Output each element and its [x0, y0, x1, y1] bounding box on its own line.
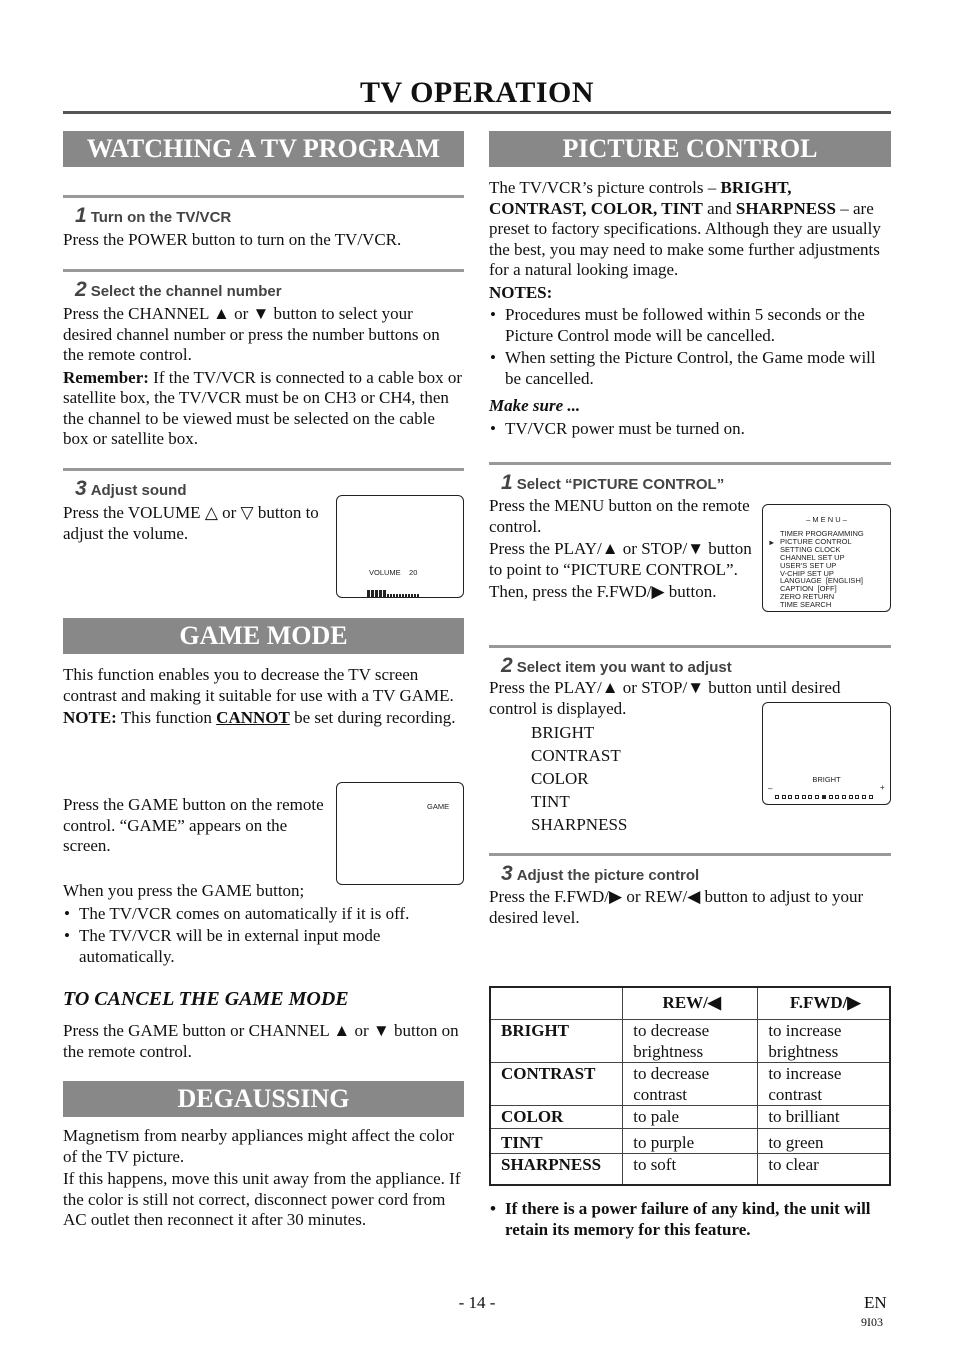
table-row: [490, 1128, 890, 1154]
table-cell: to green: [758, 1128, 890, 1154]
scale-tick: [849, 795, 853, 799]
section-heading-degauss: DEGAUSSING: [63, 1081, 464, 1117]
table-header: F.FWD/▶: [758, 987, 890, 1020]
table-cell: to increase brightness: [758, 1020, 890, 1063]
game-screen-label: GAME: [427, 802, 450, 811]
table-cell: CONTRAST: [490, 1063, 623, 1106]
page-number: - 14 -: [458, 1293, 496, 1312]
doc-code: 9I03: [861, 1315, 883, 1329]
control-list: [531, 721, 627, 836]
step-heading: [75, 278, 282, 302]
table-row: [490, 1154, 890, 1185]
menu-item: ZERO RETURN: [780, 592, 835, 602]
volume-segment-filled: [371, 590, 374, 598]
remember-text: If the TV/VCR is connected to a cable box or satellite box, the TV/VCR must be on CH3 or CH4, then the channel to be viewed must be selected on the cable box or satellite box.: [63, 367, 463, 448]
control-item: CONTRAST: [531, 746, 621, 765]
table-cell: TINT: [490, 1128, 623, 1154]
game-note: NOTE: This function CANNOT be set during recording.: [63, 708, 456, 727]
step-text: Press the PLAY/▲ or STOP/▼ button until desired control is displayed.: [489, 678, 841, 718]
game-bullet: • The TV/VCR will be in external input mode automatically.: [63, 926, 464, 967]
picture-control-table: [489, 986, 891, 1186]
notes-label: NOTES:: [489, 282, 553, 302]
volume-segment-empty: [405, 594, 407, 598]
degauss-text: Magnetism from nearby appliances might affect the color of the TV picture.: [63, 1126, 455, 1166]
step-number: 3: [501, 862, 513, 885]
section-heading-picture: PICTURE CONTROL: [489, 131, 891, 167]
volume-value: 20: [409, 568, 418, 577]
menu-title: – M E N U –: [806, 515, 847, 524]
step-divider: [489, 853, 891, 856]
control-item: TINT: [531, 792, 570, 811]
step-number: 2: [501, 654, 513, 677]
step-title: Adjust sound: [90, 482, 187, 499]
volume-label: VOLUME 20: [369, 568, 418, 577]
step-heading: [501, 862, 699, 886]
menu-item: TIME SEARCH: [780, 600, 832, 610]
volume-segment-empty: [387, 594, 389, 598]
step-heading: [75, 204, 231, 228]
step-text: [489, 496, 755, 603]
remember-label: Remember:: [63, 367, 149, 387]
scale-tick: [802, 795, 806, 799]
volume-segment-empty: [414, 594, 416, 598]
step-title: Turn on the TV/VCR: [90, 209, 232, 226]
cancel-text: Press the GAME button or CHANNEL ▲ or ▼ button on the remote control.: [63, 1021, 459, 1061]
table-header: REW/◀: [623, 987, 758, 1020]
menu-item: CHANNEL SET UP: [780, 552, 845, 562]
step-heading: [501, 654, 732, 678]
section-heading-watching: WATCHING A TV PROGRAM: [63, 131, 464, 167]
step-divider: [63, 468, 464, 471]
step-text: [63, 304, 464, 450]
step-divider: [489, 462, 891, 465]
volume-segment-empty: [411, 594, 413, 598]
page-title: TV OPERATION: [359, 76, 595, 109]
table-cell: to increase contrast: [758, 1063, 890, 1106]
picture-intro-block: [489, 178, 891, 439]
scale-tick: [815, 795, 819, 799]
volume-segment-filled: [379, 590, 382, 598]
degauss-block: [63, 1126, 464, 1231]
table-cell: to decrease brightness: [623, 1020, 758, 1063]
step-title: Adjust the picture control: [516, 867, 700, 884]
bright-screen-label: BRIGHT: [812, 775, 841, 784]
step-heading: [501, 471, 724, 495]
scale-tick: [808, 795, 812, 799]
menu-instruction: Press the MENU button on the remote control.: [489, 496, 750, 536]
table-cell: to clear: [758, 1154, 890, 1185]
step-text: Press the VOLUME △ or ▽ button to adjust the volume.: [63, 503, 319, 543]
menu-item: CAPTION [OFF]: [780, 584, 837, 594]
game-when: When you press the GAME button;: [63, 881, 305, 900]
menu-screen: [762, 504, 891, 612]
table-cell: to soft: [623, 1154, 758, 1185]
power-note-text: • If there is a power failure of any kind, the unit will retain its memory for this feature.: [489, 1199, 891, 1240]
volume-screen: [336, 495, 464, 598]
scale-plus: +: [880, 783, 885, 792]
menu-item: USER'S SET UP: [780, 560, 837, 570]
table-header: [490, 987, 623, 1020]
remember-note: [63, 368, 464, 450]
table-cell: SHARPNESS: [490, 1154, 623, 1185]
make-sure-item: • TV/VCR power must be turned on.: [489, 419, 891, 440]
game-screen: [336, 782, 464, 885]
volume-segment-empty: [396, 594, 398, 598]
picture-intro: The TV/VCR’s picture controls – BRIGHT, CONTRAST, COLOR, TINT and SHARPNESS – are preset to factory specifications. Although they are usually the best, you may need to make some further adjustments for a natural looking image.: [489, 178, 881, 279]
menu-item: SETTING CLOCK: [780, 544, 841, 554]
step-text: Press the POWER button to turn on the TV/VCR.: [63, 230, 402, 249]
volume-segment-empty: [402, 594, 404, 598]
menu-item: LANGUAGE [ENGLISH]: [780, 576, 863, 586]
table-row: [490, 1106, 890, 1129]
scale-tick: [835, 795, 839, 799]
table-row: [490, 1020, 890, 1063]
scale-tick: [869, 795, 873, 799]
step-title: Select the channel number: [90, 283, 282, 300]
degauss-text: If this happens, move this unit away from the appliance. If the color is still not correct, disconnect power cord from AC outlet then reconnect it after 30 minutes.: [63, 1169, 461, 1229]
table-header-row: [490, 987, 890, 1020]
step-number: 2: [75, 278, 87, 301]
game-press-text: Press the GAME button on the remote control. “GAME” appears on the screen.: [63, 795, 324, 855]
bright-screen: [762, 702, 891, 805]
channel-instruction: Press the CHANNEL ▲ or ▼ button to select your desired channel number or press the number buttons on the remote control.: [63, 304, 440, 364]
volume-segment-filled: [375, 590, 378, 598]
scale-tick: [862, 795, 866, 799]
power-failure-note: [489, 1199, 891, 1240]
cannot-emphasis: CANNOT: [216, 708, 290, 727]
volume-segment-empty: [408, 594, 410, 598]
make-sure-label: Make sure ...: [489, 396, 581, 415]
scale-tick: [855, 795, 859, 799]
volume-segment-filled: [367, 590, 370, 598]
menu-item: V-CHIP SET UP: [780, 568, 834, 578]
control-item: SHARPNESS: [531, 815, 628, 834]
menu-instruction: Then, press the F.FWD/▶ button.: [489, 582, 717, 601]
scale-marker: [822, 795, 826, 799]
scale-tick: [788, 795, 792, 799]
step-heading: [75, 477, 187, 501]
note-item: • Procedures must be followed within 5 seconds or the Picture Control mode will be cancelled.: [489, 305, 891, 346]
scale-tick: [842, 795, 846, 799]
step-text: Press the F.FWD/▶ or REW/◀ button to adjust to your desired level.: [489, 887, 864, 927]
menu-cursor: ►: [768, 538, 776, 547]
game-when-block: [63, 881, 464, 967]
game-intro: This function enables you to decrease the TV screen contrast and making it suitable for use with a TV GAME.: [63, 665, 454, 705]
control-item: COLOR: [531, 769, 589, 788]
volume-segment-empty: [399, 594, 401, 598]
table-row: [490, 1063, 890, 1106]
step-divider: [489, 645, 891, 648]
language-code: EN: [864, 1293, 887, 1312]
scale-tick: [795, 795, 799, 799]
note-item: • When setting the Picture Control, the Game mode will be cancelled.: [489, 348, 891, 389]
scale-minus: –: [768, 784, 773, 793]
table-cell: to pale: [623, 1106, 758, 1129]
step-number: 1: [75, 204, 87, 227]
step-title: Select “PICTURE CONTROL”: [516, 476, 725, 493]
step-divider: [63, 269, 464, 272]
control-item: BRIGHT: [531, 723, 595, 742]
step-divider: [63, 195, 464, 198]
scale-tick: [782, 795, 786, 799]
volume-segment-filled: [383, 590, 386, 598]
menu-list: [780, 530, 864, 609]
volume-segment-empty: [417, 594, 419, 598]
game-bullet: • The TV/VCR comes on automatically if it is off.: [63, 904, 464, 925]
menu-instruction: Press the PLAY/▲ or STOP/▼ button to point to “PICTURE CONTROL”.: [489, 539, 752, 579]
table-cell: to decrease contrast: [623, 1063, 758, 1106]
volume-bar: [367, 580, 435, 588]
menu-item: TIMER PROGRAMMING: [780, 529, 864, 538]
menu-item: PICTURE CONTROL: [780, 536, 852, 546]
volume-segment-empty: [390, 594, 392, 598]
volume-segment-empty: [393, 594, 395, 598]
title-divider: [63, 111, 891, 114]
bright-scale: [775, 786, 879, 792]
cancel-heading: TO CANCEL THE GAME MODE: [63, 988, 349, 1010]
table-cell: COLOR: [490, 1106, 623, 1129]
step-title: Select item you want to adjust: [516, 659, 732, 676]
table-cell: to purple: [623, 1128, 758, 1154]
scale-tick: [829, 795, 833, 799]
section-heading-game: GAME MODE: [63, 618, 464, 654]
game-intro-block: [63, 665, 464, 729]
step-number: 3: [75, 477, 87, 500]
step-number: 1: [501, 471, 513, 494]
table-cell: BRIGHT: [490, 1020, 623, 1063]
table-cell: to brilliant: [758, 1106, 890, 1129]
scale-tick: [775, 795, 779, 799]
